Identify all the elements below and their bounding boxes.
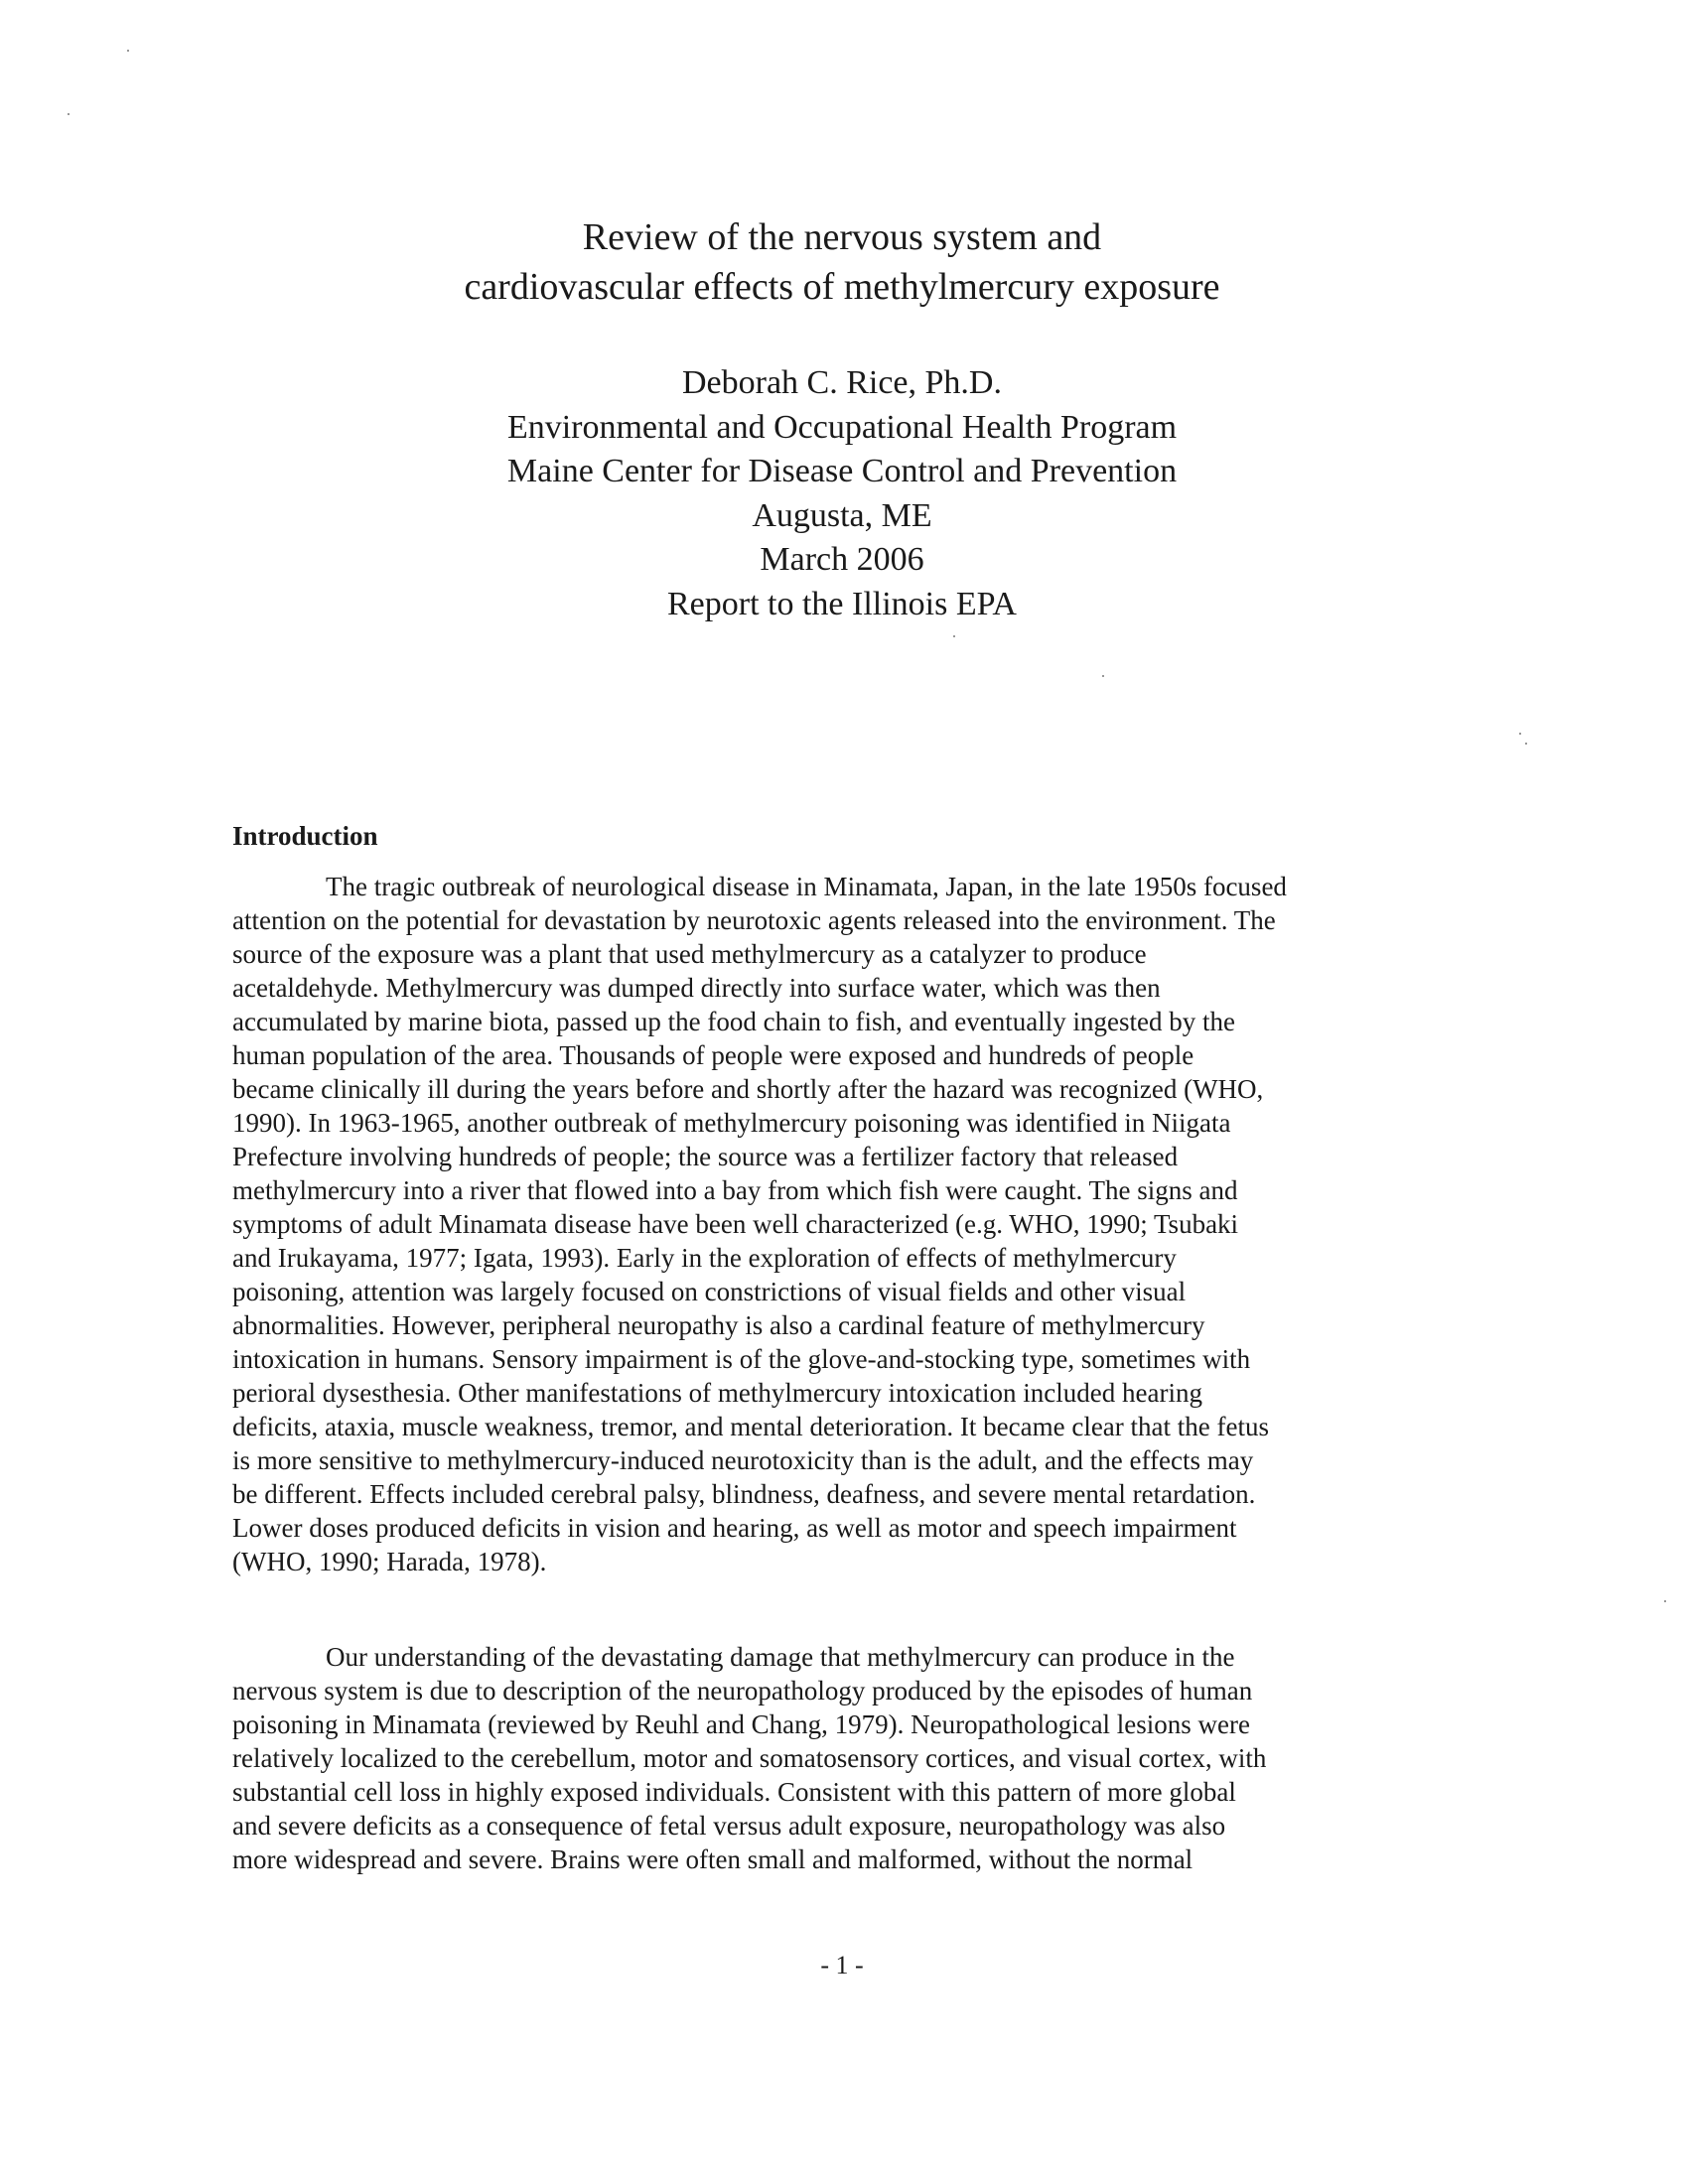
- paragraph-line: relatively localized to the cerebellum, motor and somatosensory cortices, and visual cortex, with: [232, 1743, 1267, 1773]
- paragraph-line: Our understanding of the devastating damage that methylmercury can produce in the: [326, 1642, 1235, 1672]
- document-title: [0, 212, 1684, 312]
- paragraph-line: substantial cell loss in highly exposed individuals. Consistent with this pattern of more global: [232, 1777, 1236, 1807]
- paragraph-line: source of the exposure was a plant that used methylmercury as a catalyzer to produce: [232, 939, 1147, 969]
- paragraph-line: Prefecture involving hundreds of people; the source was a fertilizer factory that released: [232, 1142, 1179, 1171]
- title-line: cardiovascular effects of methylmercury exposure: [464, 266, 1220, 308]
- scan-speck: [1102, 675, 1104, 677]
- paragraph-line: (WHO, 1990; Harada, 1978).: [232, 1547, 547, 1576]
- paragraph-line: perioral dysesthesia. Other manifestations of methylmercury intoxication included hearing: [232, 1378, 1202, 1408]
- paragraph-line: acetaldehyde. Methylmercury was dumped directly into surface water, which was then: [232, 973, 1161, 1003]
- paragraph-1: [232, 870, 1454, 1578]
- paragraph-line: is more sensitive to methylmercury-induced neurotoxicity than is the adult, and the effects may: [232, 1445, 1254, 1475]
- paragraph-line: became clinically ill during the years before and shortly after the hazard was recognized (WHO,: [232, 1074, 1264, 1104]
- paragraph-line: abnormalities. However, peripheral neuropathy is also a cardinal feature of methylmercury: [232, 1310, 1205, 1340]
- author-name: Deborah C. Rice, Ph.D.: [681, 364, 1002, 401]
- scan-speck: [127, 50, 129, 52]
- author-program: Environmental and Occupational Health Program: [506, 408, 1178, 446]
- paragraph-line: be different. Effects included cerebral palsy, blindness, deafness, and severe mental retardation.: [232, 1479, 1256, 1509]
- paragraph-line: methylmercury into a river that flowed into a bay from which fish were caught. The signs and: [232, 1175, 1238, 1205]
- paragraph-line: symptoms of adult Minamata disease have been well characterized (e.g. WHO, 1990; Tsubaki: [232, 1209, 1239, 1239]
- scan-speck: [953, 635, 955, 637]
- paragraph-line: poisoning in Minamata (reviewed by Reuhl and Chang, 1979). Neuropathological lesions were: [232, 1709, 1251, 1739]
- paragraph-line: 1990). In 1963-1965, another outbreak of methylmercury poisoning was identified in Niigata: [232, 1108, 1231, 1138]
- paragraph-line: and Irukayama, 1977; Igata, 1993). Early in the exploration of effects of methylmercury: [232, 1243, 1177, 1273]
- paragraph-line: intoxication in humans. Sensory impairment is of the glove-and-stocking type, sometimes with: [232, 1344, 1251, 1374]
- scan-speck: [1525, 743, 1527, 745]
- paragraph-2: [232, 1640, 1454, 1876]
- paragraph-line: and severe deficits as a consequence of fetal versus adult exposure, neuropathology was also: [232, 1811, 1226, 1841]
- paragraph-line: Lower doses produced deficits in vision and hearing, as well as motor and speech impairment: [232, 1513, 1237, 1543]
- paragraph-line: deficits, ataxia, muscle weakness, tremor, and mental deterioration. It became clear that the fetus: [232, 1412, 1269, 1441]
- paragraph-line: The tragic outbreak of neurological disease in Minamata, Japan, in the late 1950s focused: [326, 872, 1287, 901]
- scan-speck: [1519, 733, 1521, 735]
- page-number: - 1 -: [820, 1951, 864, 1979]
- scan-speck: [1664, 1600, 1666, 1602]
- scan-speck: [68, 113, 70, 115]
- paragraph-line: attention on the potential for devastation by neurotoxic agents released into the environment. The: [232, 905, 1276, 935]
- paragraph-line: poisoning, attention was largely focused on constrictions of visual fields and other visual: [232, 1277, 1187, 1306]
- paragraph-line: more widespread and severe. Brains were often small and malformed, without the normal: [232, 1844, 1193, 1874]
- paragraph-line: human population of the area. Thousands of people were exposed and hundreds of people: [232, 1040, 1194, 1070]
- report-recipient: Report to the Illinois EPA: [667, 585, 1017, 622]
- author-location: Augusta, ME: [752, 496, 932, 534]
- author-block: [0, 361, 1684, 626]
- paragraph-line: accumulated by marine biota, passed up the food chain to fish, and eventually ingested by the: [232, 1007, 1235, 1036]
- report-date: March 2006: [760, 541, 924, 578]
- title-line: Review of the nervous system and: [582, 216, 1102, 258]
- paragraph-line: nervous system is due to description of the neuropathology produced by the episodes of human: [232, 1676, 1253, 1706]
- author-organization: Maine Center for Disease Control and Prevention: [506, 453, 1178, 489]
- section-heading-introduction: Introduction: [232, 821, 378, 851]
